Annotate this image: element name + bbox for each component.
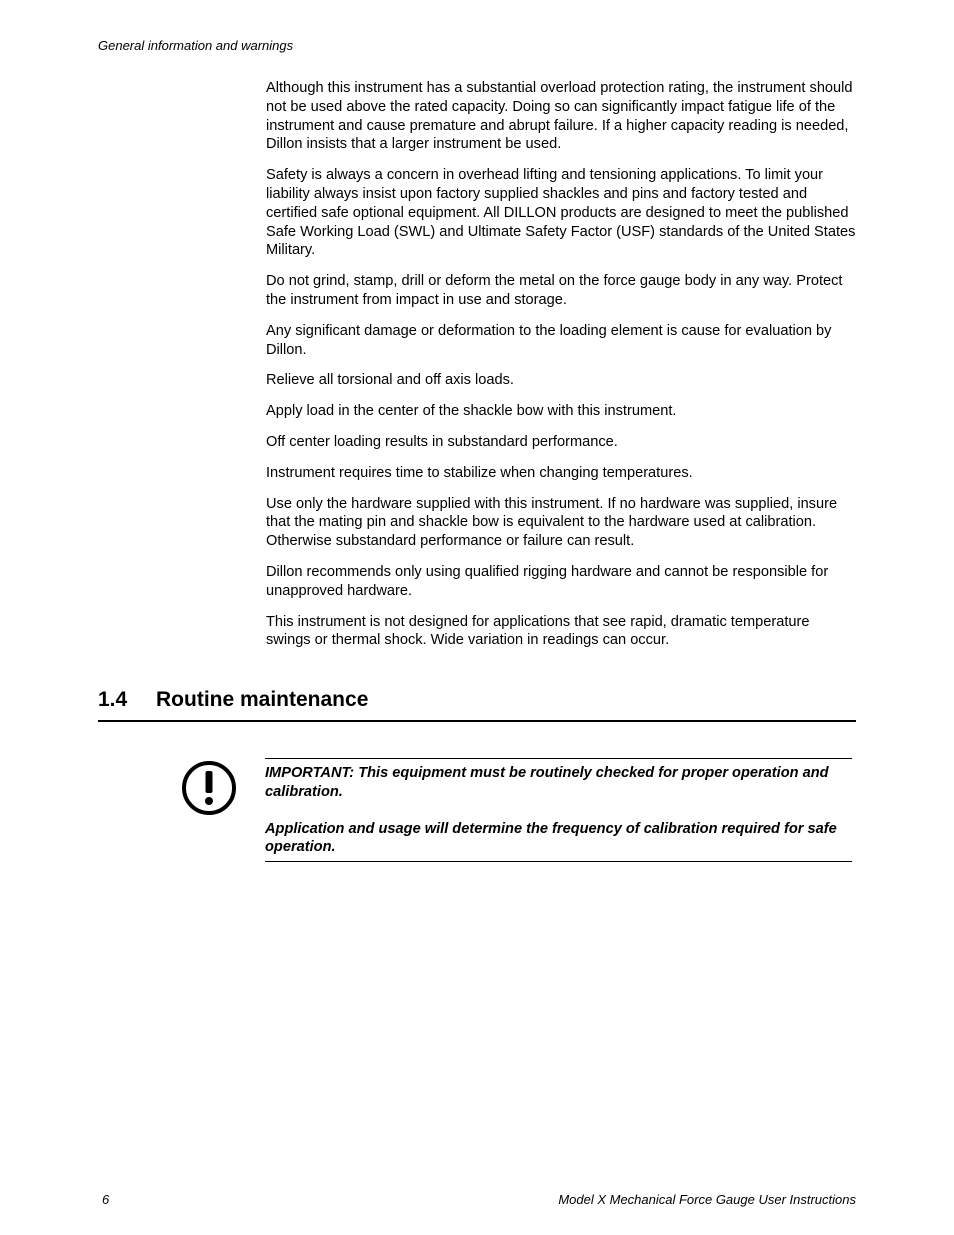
footer-document-title: Model X Mechanical Force Gauge User Instructions [558, 1192, 856, 1207]
paragraph-damage: Any significant damage or deformation to the loading element is cause for evaluation by Dillon. [266, 322, 832, 358]
page-number: 6 [102, 1192, 110, 1207]
paragraph-stabilize: Instrument requires time to stabilize when changing temperatures. [266, 464, 693, 481]
running-header: General information and warnings [98, 38, 294, 53]
paragraph-off-center: Off center loading results in substandard performance. [266, 433, 618, 450]
paragraph-thermal: This instrument is not designed for applications that see rapid, dramatic temperature swings or thermal shock. Wide variation in readings can occur. [266, 613, 810, 649]
paragraph-overload: Although this instrument has a substantial overload protection rating, the instrument should not be used above the rated capacity. Doing so can significantly impact fatigue life of the instrument and cause premature and abrupt failure. If a higher capacity reading is needed, Dillon insists that a larger instrument be used. [266, 80, 853, 153]
body-text [266, 79, 858, 662]
section-heading [98, 686, 856, 722]
paragraph-torsional: Relieve all torsional and off axis loads. [266, 372, 514, 389]
section-number: 1.4 [98, 688, 128, 711]
important-exclamation-icon [181, 760, 237, 816]
notice-line-important: IMPORTANT: This equipment must be routinely checked for proper operation and calibration. [265, 765, 829, 800]
important-notice [265, 758, 852, 862]
paragraph-no-deform: Do not grind, stamp, drill or deform the metal on the force gauge body in any way. Protect the instrument from impact in use and storage. [266, 273, 843, 308]
paragraph-hardware: Use only the hardware supplied with this instrument. If no hardware was supplied, insure that the mating pin and shackle bow is equivalent to the hardware used at calibration. Otherwise substandard performance or failure can result. [266, 495, 838, 550]
section-title: Routine maintenance [156, 688, 369, 711]
paragraph-safety: Safety is always a concern in overhead lifting and tensioning applications. To limit your liability always insist upon factory supplied shackles and pins and factory tested and certified safe optional equipment. All DILLON products are designed to meet the published Safe Working Load (SWL) and Ultimate Safety Factor (USF) standards of the United States Military. [266, 167, 856, 259]
paragraph-center-load: Apply load in the center of the shackle bow with this instrument. [266, 403, 677, 420]
paragraph-rigging: Dillon recommends only using qualified rigging hardware and cannot be responsible for unapproved hardware. [266, 563, 829, 599]
notice-line-frequency: Application and usage will determine the frequency of calibration required for safe operation. [265, 820, 837, 856]
